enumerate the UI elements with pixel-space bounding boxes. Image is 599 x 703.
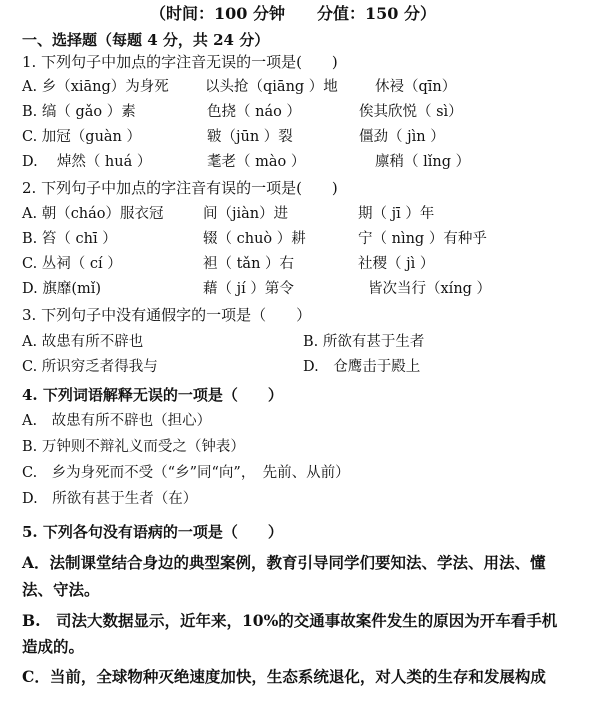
question-1-stem: 1. 下列句子中加点的字注音无误的一项是( ) — [22, 53, 338, 71]
q3-option-a: A. 故患有所不辟也 — [22, 334, 144, 350]
q3-option-d: D. 仓鹰击于殿上 — [303, 359, 421, 375]
question-5-stem: 5. 下列各句没有语病的一项是（ ） — [22, 523, 283, 541]
question-2-stem: 2. 下列句子中加点的字注音有误的一项是( ) — [22, 179, 338, 197]
q3-option-c: C. 所识穷乏者得我与 — [22, 359, 158, 375]
question-4-stem: 4. 下列词语解释无误的一项是（ ） — [22, 386, 283, 404]
section-title: 一、选择题（每题 4 分，共 24 分） — [22, 31, 270, 49]
q4-option-d: D. 所欲有甚于生者（在） — [22, 491, 198, 507]
exam-header: （时间：100 分钟 分值：150 分） — [150, 4, 436, 23]
question-3-stem: 3. 下列句子中没有通假字的一项是（ ） — [22, 306, 312, 324]
q4-option-c: C. 乡为身死而不受（“乡”同“向”， 先前、从前） — [22, 465, 350, 481]
q3-option-b: B. 所欲有甚于生者 — [303, 334, 425, 350]
q4-option-a: A. 故患有所不辟也（担心） — [22, 413, 212, 429]
q4-option-b: B. 万钟则不辩礼义而受之（钟表） — [22, 439, 245, 455]
